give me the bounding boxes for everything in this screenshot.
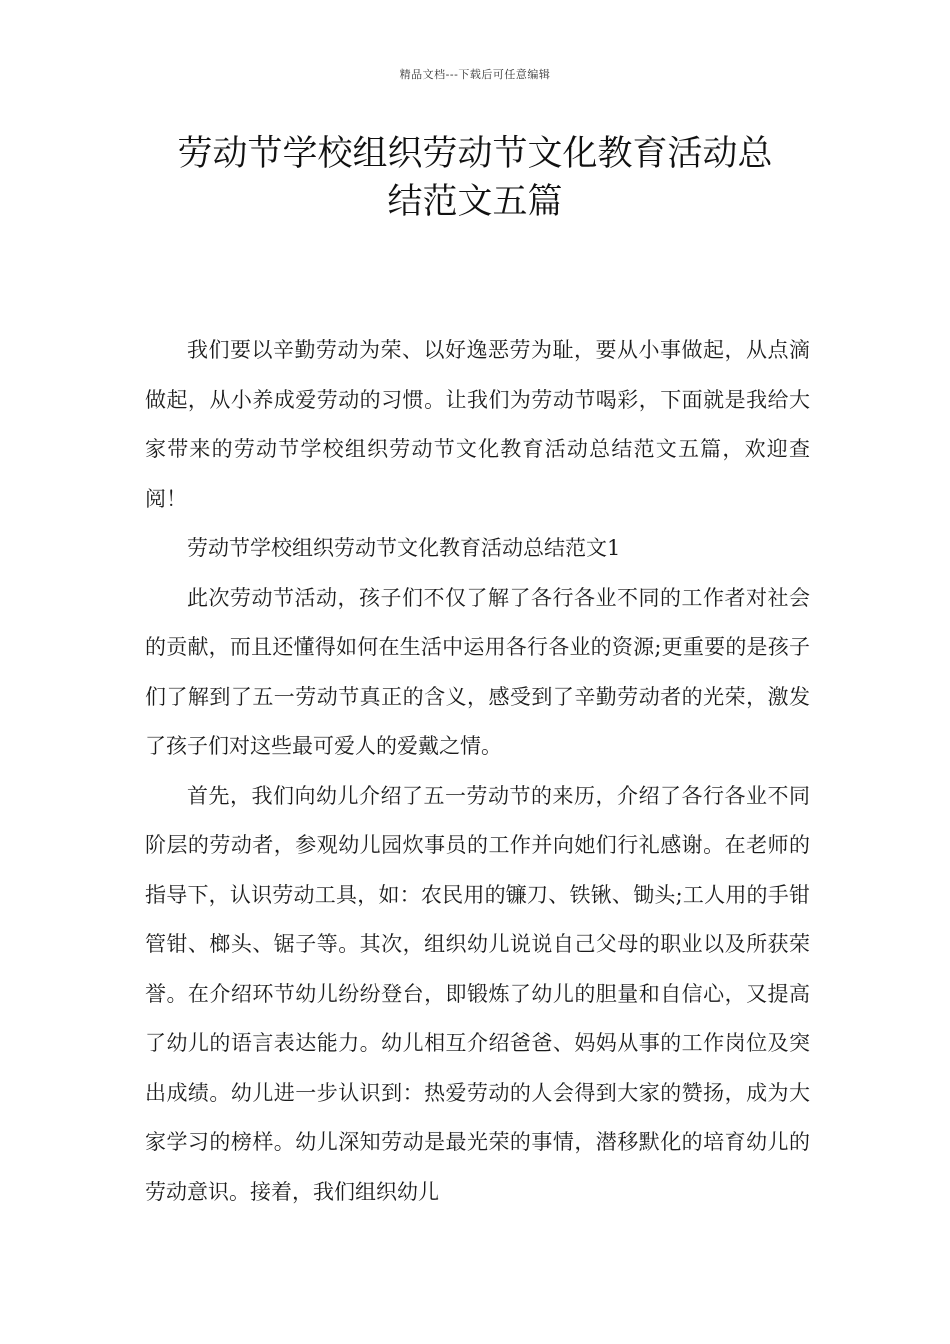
body-paragraph: 首先，我们向幼儿介绍了五一劳动节的来历，介绍了各行各业不同阶层的劳动者，参观幼儿园炊事员的工作并向她们行礼感谢。在老师的指导下，认识劳动工具，如：农民用的镰刀、铁锹、锄头;工人用的手钳管钳、榔头、锯子等。其次，组织幼儿说说自己父母的职业以及所获荣誉。在介绍环节幼儿纷纷登台，即锻炼了幼儿的胆量和自信心，又提高了幼儿的语言表达能力。幼儿相互介绍爸爸、妈妈从事的工作岗位及突出成绩。幼儿进一步认识到：热爱劳动的人会得到大家的赞扬，成为大家学习的榜样。幼儿深知劳动是最光荣的事情，潜移默化的培育幼儿的劳动意识。接着，我们组织幼儿 bbox=[145, 783, 810, 1204]
intro-paragraph: 我们要以辛勤劳动为荣、以好逸恶劳为耻，要从小事做起，从点滴做起，从小养成爱劳动的习惯。让我们为劳动节喝彩，下面就是我给大家带来的劳动节学校组织劳动节文化教育活动总结范文五篇，欢迎查阅！ bbox=[145, 338, 810, 511]
document-title bbox=[120, 130, 830, 226]
body-paragraph: 此次劳动节活动，孩子们不仅了解了各行各业不同的工作者对社会的贡献，而且还懂得如何在生活中运用各行各业的资源;更重要的是孩子们了解到了五一劳动节真正的含义，感受到了辛勤劳动者的光荣，激发了孩子们对这些最可爱人的爱戴之情。 bbox=[145, 585, 810, 758]
document-body bbox=[145, 326, 810, 1217]
section-heading: 劳动节学校组织劳动节文化教育活动总结范文1 bbox=[187, 536, 621, 560]
title-line-1: 劳动节学校组织劳动节文化教育活动总 bbox=[177, 134, 773, 174]
title-line-2: 结范文五篇 bbox=[387, 182, 563, 222]
header-note: 精品文档---下载后可任意编辑 bbox=[399, 68, 551, 81]
